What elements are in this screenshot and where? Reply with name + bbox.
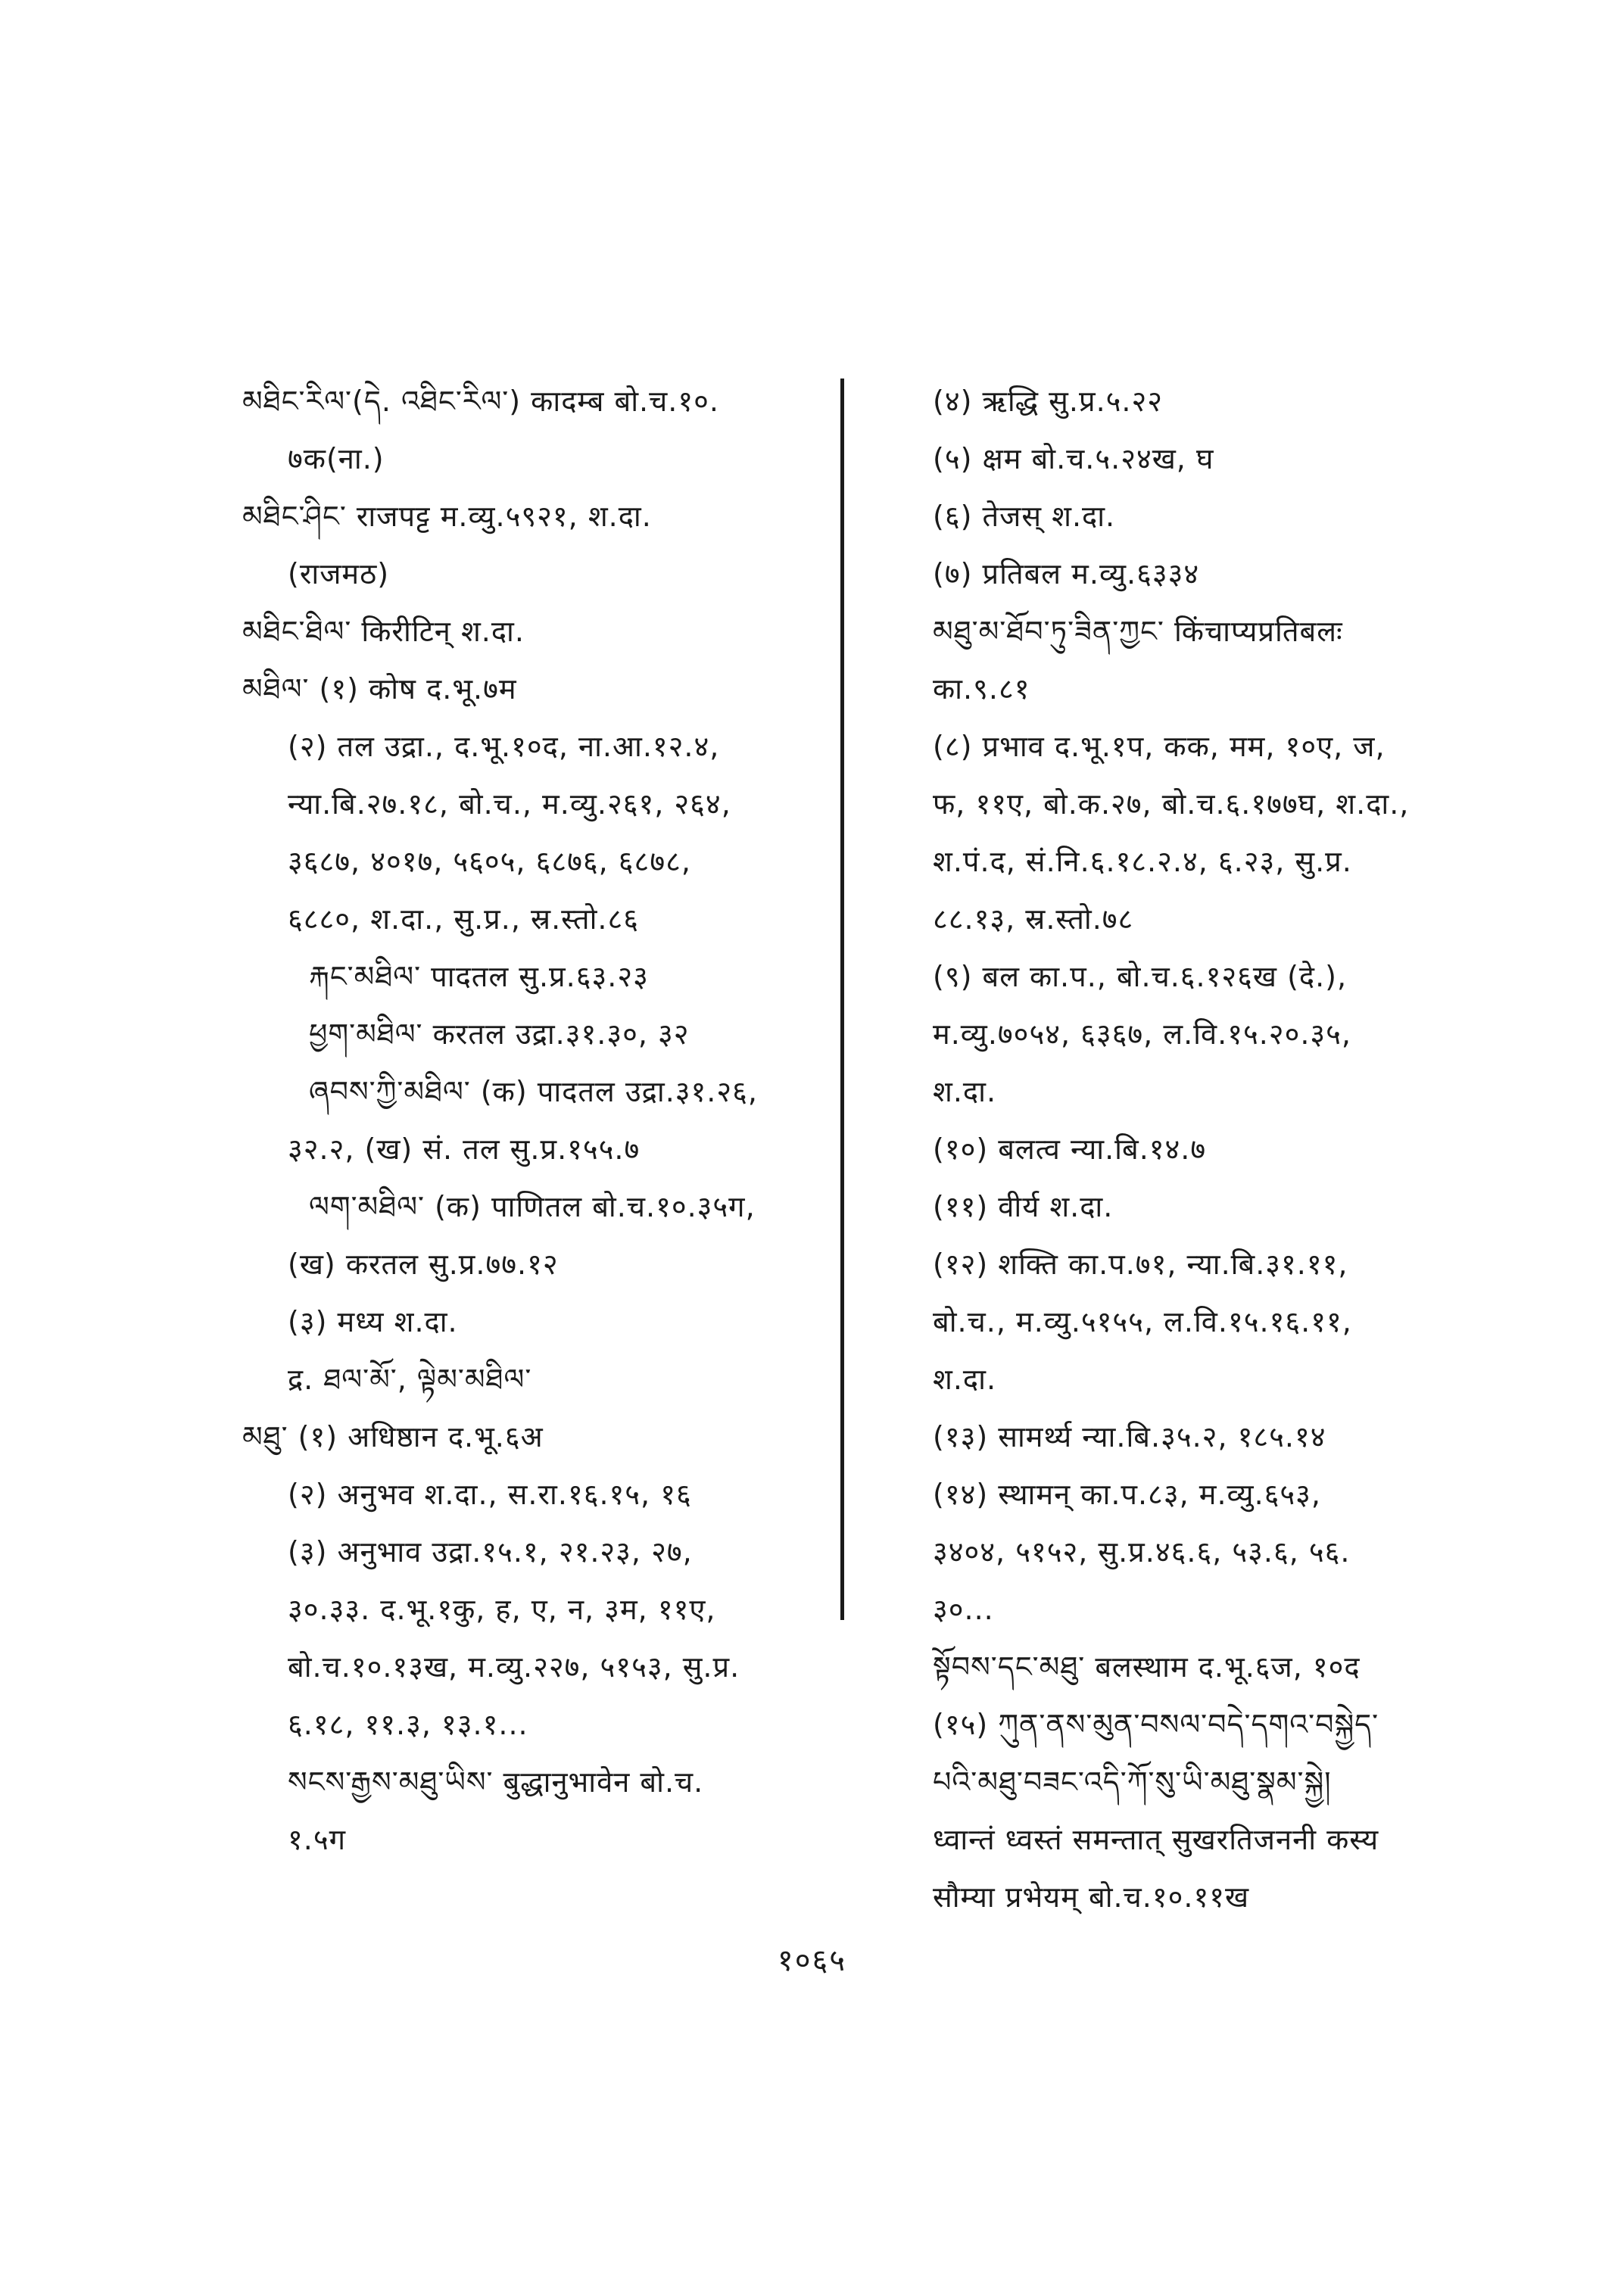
column-divider (840, 379, 844, 1620)
entry-line: ध्वान्तं ध्वस्तं समन्तात् सुखरतिजननी कस्य (933, 1823, 1379, 1856)
entry-line: མཐིང་རིལ་(དེ. འཐིང་རིལ་) कादम्ब बो.च.१०. (242, 385, 719, 418)
entry-line: ६८८०, श.दा., सु.प्र., स्र.स्तो.८६ (288, 902, 640, 936)
entry-line: (३) मध्य श.दा. (288, 1305, 458, 1338)
entry-line: श.पं.द, सं.नि.६.१८.२.४, ६.२३, सु.प्र. (933, 845, 1352, 878)
left-column (242, 372, 848, 1868)
page-number: १०६५ (777, 1943, 847, 1978)
right-column (933, 372, 1508, 1926)
entry-line: (४) ऋद्धि सु.प्र.५.२२ (933, 385, 1164, 418)
entry-line: ཕྱག་མཐིལ་ करतल उद्रा.३१.३०, ३२ (309, 1017, 690, 1051)
entry-line: (१२) शक्ति का.प.७१, न्या.बि.३१.११, (933, 1248, 1348, 1281)
entry-line: (३) अनुभाव उद्रा.१५.१, २१.२३, २७, (288, 1535, 693, 1569)
entry-line: १.५ग (288, 1823, 346, 1856)
entry-line: का.९.८१ (933, 672, 1030, 706)
entry-line: ३०.३३. द.भू.१कु, ह, ए, न, ३म, ११ए, (288, 1593, 716, 1626)
entry-line: (१५) ཀུན་ནས་མུན་བསལ་བདེ་དགའ་བསྐྱེད་ (933, 1708, 1379, 1741)
entry-line: ३०... (933, 1593, 994, 1626)
entry-line: ८८.१३, स्र.स्तो.७८ (933, 902, 1134, 936)
entry-line: ७क(ना.) (288, 442, 385, 475)
entry-line: (७) प्रतिबल म.व्यु.६३३४ (933, 557, 1200, 590)
entry-line: श.दा. (933, 1075, 997, 1108)
entry-line: རྐང་མཐིལ་ पादतल सु.प्र.६३.२३ (309, 960, 649, 993)
entry-line: (८) प्रभाव द.भू.१प, कक, मम, १०ए, ज, (933, 730, 1386, 763)
entry-line: ལག་མཐིལ་ (क) पाणितल बो.च.१०.३५ग, (309, 1190, 756, 1223)
entry-line: (६) तेजस् श.दा. (933, 500, 1116, 533)
entry-line: སངས་རྒྱས་མཐུ་ཡིས་ बुद्धानुभावेन बो.च. (288, 1765, 704, 1799)
entry-line: फ, ११ए, बो.क.२७, बो.च.६.१७७घ, श.दा., (933, 787, 1410, 821)
entry-line: (११) वीर्य श.दा. (933, 1190, 1114, 1223)
entry-line: (१४) स्थामन् का.प.८३, म.व्यु.६५३, (933, 1478, 1322, 1511)
entry-line: མཐུ་མ་ཐོབ་ཏུ་ཟིན་ཀྱང་ किंचाप्यप्रतिबलः (933, 615, 1343, 648)
entry-line: (९) बल का.प., बो.च.६.१२६ख (दे.), (933, 960, 1348, 993)
entry-line: (२) तल उद्रा., द.भू.१०द, ना.आ.१२.४, (288, 730, 720, 763)
entry-line: म.व्यु.७०५४, ६३६७, ल.वि.१५.२०.३५, (933, 1017, 1352, 1051)
entry-line: द्र. ཐལ་མོ་, ལྟེམ་མཐིལ་ (288, 1363, 532, 1396)
entry-line: མཐིང་ཐིལ་ किरीटिन् श.दा. (242, 615, 525, 648)
entry-line: सौम्या प्रभेयम् बो.च.१०.११ख (933, 1880, 1250, 1914)
entry-line: པའི་མཐུ་བཟང་འདི་ཀོ་སུ་ཡི་མཐུ་སྣམ་སྐྱེ། (933, 1765, 1332, 1799)
entry-line: न्या.बि.२७.१८, बो.च., म.व्यु.२६१, २६४, (288, 787, 731, 821)
entry-line: श.दा. (933, 1363, 997, 1396)
entry-line: ཞབས་ཀྱི་མཐིལ་ (क) पादतल उद्रा.३१.२६, (309, 1075, 758, 1108)
entry-line: (१०) बलत्व न्या.बि.१४.७ (933, 1132, 1207, 1166)
entry-line: མཐིང་ཤིང་ राजपट्ट म.व्यु.५९२१, श.दा. (242, 500, 652, 533)
entry-line: (५) क्षम बो.च.५.२४ख, घ (933, 442, 1214, 475)
entry-line: (राजमठ) (288, 557, 390, 590)
entry-line: ३६८७, ४०१७, ५६०५, ६८७६, ६८७८, (288, 845, 691, 878)
entry-line: ६.१८, ११.३, १३.१... (288, 1708, 528, 1741)
entry-line: སྟོབས་དང་མཐུ་ बलस्थाम द.भू.६ज, १०द (933, 1650, 1361, 1684)
entry-line: बो.च., म.व्यु.५१५५, ल.वि.१५.१६.११, (933, 1305, 1352, 1338)
entry-line: (१३) सामर्थ्य न्या.बि.३५.२, १८५.१४ (933, 1420, 1326, 1453)
entry-line: མཐུ་ (१) अधिष्ठान द.भू.६अ (242, 1420, 544, 1453)
entry-line: (ख) करतल सु.प्र.७७.१२ (288, 1248, 559, 1281)
entry-line: (२) अनुभव श.दा., स.रा.१६.१५, १६ (288, 1478, 692, 1511)
entry-line: ३४०४, ५१५२, सु.प्र.४६.६, ५३.६, ५६. (933, 1535, 1351, 1569)
entry-line: ३२.२, (ख) सं. तल सु.प्र.१५५.७ (288, 1132, 641, 1166)
entry-line: बो.च.१०.१३ख, म.व्यु.२२७, ५१५३, सु.प्र. (288, 1650, 740, 1684)
entry-line: མཐིལ་ (१) कोष द.भू.७म (242, 672, 517, 706)
